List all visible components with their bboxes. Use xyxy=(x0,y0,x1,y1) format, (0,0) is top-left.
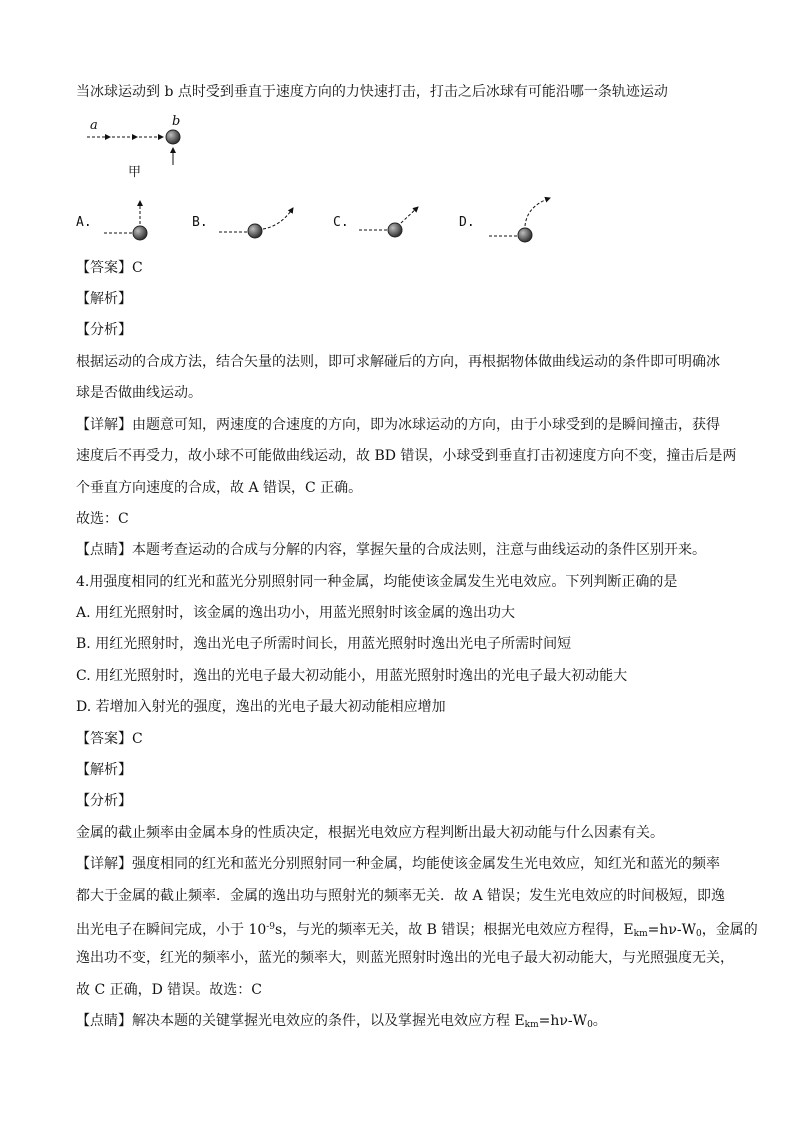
fig-label-a: a xyxy=(90,118,98,133)
q3-comment: 【点睛】本题考查运动的合成与分解的内容，掌握矢量的合成法则，注意与曲线运动的条件区别开来。 xyxy=(76,542,706,558)
q4-detail-3: 出光电子在瞬间完成，小于 $10^{-9}s$，与光的频率无关，故 B 错误；根据光电效应方程得，$E_{km}=h\nu-W_0$，金属的 xyxy=(76,922,758,939)
q3-fenxi: 【分析】 xyxy=(76,322,132,338)
q3-analysis-1: 根据运动的合成方法，结合矢量的法则，即可求解碰后的方向，再根据物体做曲线运动的条件即可明确冰 xyxy=(76,354,720,370)
q4-fenxi: 【分析】 xyxy=(76,793,132,809)
q4-analysis: 金属的截止频率由金属本身的性质决定，根据光电效应方程判断出最大初动能与什么因素有关。 xyxy=(76,825,664,841)
option-c-trajectory xyxy=(359,207,418,237)
fig-label-b: b xyxy=(172,114,181,129)
q4-option-c: C. 用红光照射时，逸出的光电子最大初动能小，用蓝光照射时逸出的光电子最大初动能大 xyxy=(76,668,628,684)
option-b-trajectory xyxy=(219,208,293,238)
fig-caption: 甲 xyxy=(128,165,142,180)
q3-detail-1: 【详解】由题意可知，两速度的合速度的方向，即为冰球运动的方向，由于小球受到的是瞬间撞击，获得 xyxy=(76,417,720,433)
q4-jiexi: 【解析】 xyxy=(76,762,132,778)
q3-option-a-label: A. xyxy=(76,215,92,230)
q3-jiexi: 【解析】 xyxy=(76,291,132,307)
q3-answer: 【答案】C xyxy=(76,260,143,276)
q4-detail-4: 逸出功不变，红光的频率小，蓝光的频率大，则蓝光照射时逸出的光电子最大初动能大，与光照强度无关， xyxy=(76,950,734,966)
q3-choose: 故选：C xyxy=(76,511,129,527)
q4-detail-2: 都大于金属的截止频率．金属的逸出功与照射光的频率无关．故 A 错误；发生光电效应的时间极短，即逸 xyxy=(76,888,726,904)
q4-option-d: D. 若增加入射光的强度，逸出的光电子最大初动能相应增加 xyxy=(76,699,446,715)
q3-option-b-label: B. xyxy=(192,215,208,230)
q4-detail-5: 故 C 正确，D 错误。故选：C xyxy=(76,982,262,998)
q4-answer: 【答案】C xyxy=(76,731,143,747)
q4-detail-1: 【详解】强度相同的红光和蓝光分别照射同一种金属，均能使该金属发生光电效应，知红光和蓝光的频率 xyxy=(76,856,720,872)
q3-detail-2: 速度后不再受力，故小球不可能做曲线运动，故 BD 错误，小球受到垂直打击初速度方向不变，撞击后是两 xyxy=(76,448,737,464)
q4-option-b: B. 用红光照射时，逸出光电子所需时间长，用蓝光照射时逸出光电子所需时间短 xyxy=(76,636,572,652)
q3-option-trajectories xyxy=(0,0,794,260)
q3-option-c-label: C. xyxy=(333,215,349,230)
q3-stem: 当冰球运动到 b 点时受到垂直于速度方向的力快速打击，打击之后冰球有可能沿哪一条轨迹运动 xyxy=(76,84,668,100)
q3-analysis-2: 球是否做曲线运动。 xyxy=(76,385,202,401)
q3-detail-3: 个垂直方向速度的合成，故 A 错误，C 正确。 xyxy=(76,480,363,496)
q4-option-a: A. 用红光照射时，该金属的逸出功小，用蓝光照射时该金属的逸出功大 xyxy=(76,605,516,621)
q3-option-d-label: D. xyxy=(459,215,475,230)
option-d-trajectory xyxy=(489,198,550,242)
q4-stem: 4.用强度相同的红光和蓝光分别照射同一种金属，均能使该金属发生光电效应。下列判断正确的是 xyxy=(76,574,678,590)
option-a-trajectory xyxy=(104,201,147,240)
q4-comment: 【点睛】解决本题的关键掌握光电效应的条件，以及掌握光电效应方程 $E_{km}=h\nu-W_0$。 xyxy=(76,1013,607,1030)
